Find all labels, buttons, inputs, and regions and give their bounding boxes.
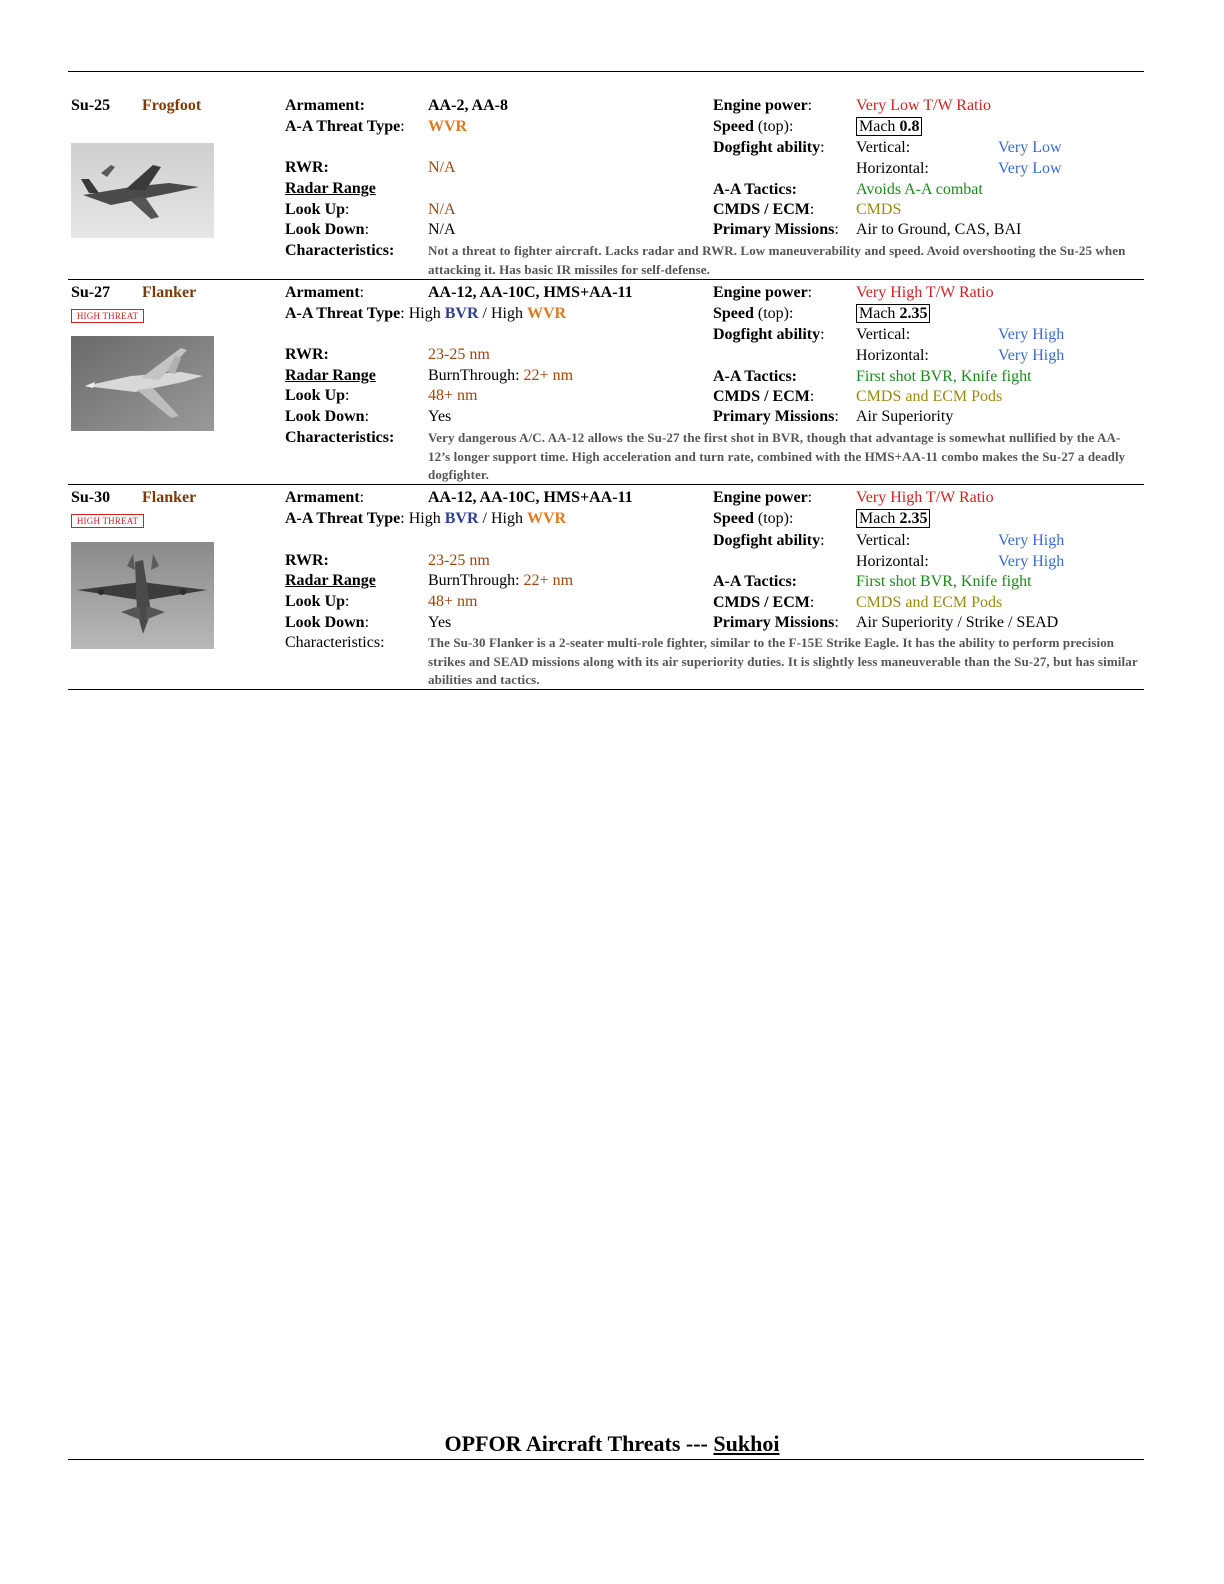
threat-bvr: BVR [444, 510, 479, 527]
footer-highlight: Sukhoi [713, 1431, 780, 1456]
speed-row [713, 117, 793, 137]
burnthrough-value: 22+ nm [523, 367, 574, 384]
missions-value: Air Superiority / Strike / SEAD [856, 614, 1059, 631]
threat-type-row: A-A Threat Type: [285, 118, 405, 135]
burnthrough-value: 22+ nm [523, 572, 574, 589]
vertical-label: Vertical: [856, 326, 911, 343]
horizontal-label: Horizontal: [856, 160, 929, 177]
aircraft-nickname: Flanker [142, 489, 197, 506]
tactics-label: A-A Tactics: [713, 181, 797, 198]
tactics-value: Avoids A-A combat [856, 181, 983, 198]
speed-label: Speed [713, 305, 754, 322]
aircraft-nickname: Frogfoot [142, 97, 202, 114]
rwr-label: RWR: [285, 159, 329, 176]
speed-prefix: Mach [859, 118, 900, 135]
rwr-label: RWR: [285, 346, 329, 363]
armament-label: Armament [285, 284, 360, 301]
threat-wvr: WVR [526, 305, 567, 322]
row-divider [68, 689, 1144, 690]
look-up-label: Look Up [285, 387, 346, 404]
rwr-label: RWR: [285, 552, 329, 569]
armament-value: AA-12, AA-10C, HMS+AA-11 [428, 489, 633, 506]
armament-row: Armament: [285, 284, 365, 301]
speed-label: Speed [713, 118, 754, 135]
cmds-row: CMDS / ECM: [713, 201, 815, 218]
tactics-label: A-A Tactics: [713, 573, 797, 590]
rwr-value: 23-25 nm [428, 552, 490, 569]
radar-range-value [428, 571, 573, 591]
armament-value: AA-12, AA-10C, HMS+AA-11 [428, 284, 633, 301]
cmds-value: CMDS [856, 201, 902, 218]
characteristics-label: Characteristics: [285, 634, 385, 651]
horizontal-value: Very High [998, 553, 1065, 570]
engine-power-label: Engine power [713, 97, 808, 114]
radar-range-label: Radar Range [285, 572, 376, 589]
missions-label: Primary Missions [713, 221, 835, 238]
speed-number: 2.35 [899, 510, 928, 527]
tactics-value: First shot BVR, Knife fight [856, 368, 1032, 385]
engine-power-value: Very High T/W Ratio [856, 489, 994, 506]
horizontal-label: Horizontal: [856, 347, 929, 364]
threat-wvr: WVR [526, 510, 567, 527]
engine-power-value: Very High T/W Ratio [856, 284, 994, 301]
vertical-value: Very High [998, 532, 1065, 549]
look-up-label: Look Up [285, 593, 346, 610]
threat-type-value: WVR [428, 118, 468, 135]
look-up-value: 48+ nm [428, 593, 478, 610]
look-down-row: Look Down: [285, 408, 370, 425]
engine-power-row: Engine power: [713, 284, 813, 301]
cmds-label: CMDS / ECM [713, 201, 810, 218]
speed-value [856, 304, 930, 324]
threat-high-2: / High [478, 510, 527, 527]
radar-range-value [428, 366, 573, 386]
characteristics-text: Not a threat to fighter aircraft. Lacks radar and RWR. Low maneuverability and speed. Avoid overshooting the Su-25 when attacking it. Has basic IR missiles for self-defense. [428, 243, 1126, 277]
radar-range-label: Radar Range [285, 180, 376, 197]
footer-title [0, 1430, 1224, 1458]
characteristics-label: Characteristics: [285, 429, 395, 446]
aircraft-id: Su-25 [71, 97, 111, 114]
high-threat-badge: HIGH THREAT [71, 514, 144, 528]
threat-high-2: / High [478, 305, 527, 322]
speed-number: 0.8 [899, 118, 920, 135]
look-down-value: Yes [428, 408, 452, 425]
look-up-value: 48+ nm [428, 387, 478, 404]
look-down-label: Look Down [285, 408, 365, 425]
armament-value: AA-2, AA-8 [428, 97, 508, 114]
cmds-value: CMDS and ECM Pods [856, 594, 1003, 611]
cmds-row: CMDS / ECM: [713, 594, 815, 611]
jet-photo-icon [71, 336, 214, 431]
look-down-value: N/A [428, 221, 456, 238]
speed-prefix: Mach [859, 305, 900, 322]
speed-sub: (top): [753, 510, 794, 527]
footer-rule [68, 1459, 1144, 1460]
speed-prefix: Mach [859, 510, 900, 527]
burnthrough-label: BurnThrough: [428, 367, 524, 384]
look-down-label: Look Down [285, 614, 365, 631]
dogfight-row: Dogfight ability: [713, 326, 825, 343]
speed-sub: (top): [753, 118, 794, 135]
cmds-row: CMDS / ECM: [713, 388, 815, 405]
look-down-row: Look Down: [285, 221, 370, 238]
armament-row: Armament: [285, 489, 365, 506]
look-down-label: Look Down [285, 221, 365, 238]
rwr-value: 23-25 nm [428, 346, 490, 363]
vertical-label: Vertical: [856, 532, 911, 549]
look-up-value: N/A [428, 201, 456, 218]
look-up-label: Look Up [285, 201, 346, 218]
missions-row: Primary Missions: [713, 408, 839, 425]
engine-power-row: Engine power: [713, 97, 813, 114]
missions-label: Primary Missions [713, 614, 835, 631]
rwr-value: N/A [428, 159, 456, 176]
horizontal-value: Very High [998, 347, 1065, 364]
dogfight-row: Dogfight ability: [713, 139, 825, 156]
missions-value: Air to Ground, CAS, BAI [856, 221, 1022, 238]
engine-power-label: Engine power [713, 284, 808, 301]
speed-number: 2.35 [899, 305, 928, 322]
horizontal-value: Very Low [998, 160, 1062, 177]
cmds-value: CMDS and ECM Pods [856, 388, 1003, 405]
threat-type-label: A-A Threat Type [285, 118, 401, 135]
threat-bvr: BVR [444, 305, 479, 322]
characteristics-label: Characteristics: [285, 242, 395, 259]
speed-value [856, 117, 922, 137]
armament-label: Armament: [285, 97, 365, 114]
speed-row [713, 509, 793, 529]
armament-label: Armament [285, 489, 360, 506]
vertical-label: Vertical: [856, 139, 911, 156]
cmds-label: CMDS / ECM [713, 594, 810, 611]
dogfight-row: Dogfight ability: [713, 532, 825, 549]
threat-type-row: A-A Threat Type: High BVR / High WVR [285, 510, 567, 527]
row-divider [68, 484, 1144, 485]
look-up-row: Look Up: [285, 387, 350, 404]
look-down-row: Look Down: [285, 614, 370, 631]
missions-row: Primary Missions: [713, 221, 839, 238]
aircraft-id: Su-27 [71, 284, 111, 301]
tactics-value: First shot BVR, Knife fight [856, 573, 1032, 590]
horizontal-label: Horizontal: [856, 553, 929, 570]
threat-type-row: A-A Threat Type: High BVR / High WVR [285, 305, 567, 322]
aircraft-id: Su-30 [71, 489, 111, 506]
cmds-label: CMDS / ECM [713, 388, 810, 405]
threat-type-label: A-A Threat Type [285, 510, 401, 527]
vertical-value: Very High [998, 326, 1065, 343]
dogfight-label: Dogfight ability [713, 532, 821, 549]
engine-power-row: Engine power: [713, 489, 813, 506]
tactics-label: A-A Tactics: [713, 368, 797, 385]
characteristics-text: The Su-30 Flanker is a 2-seater multi-role fighter, similar to the F-15E Strike Eagle. It has the ability to perform precision strikes and SEAD missions along with its air superiority duties. It is slightly less maneuverable than the Su-27, but has similar abilities and tactics. [428, 635, 1138, 687]
high-threat-badge: HIGH THREAT [71, 309, 144, 323]
dogfight-label: Dogfight ability [713, 139, 821, 156]
radar-range-label: Radar Range [285, 367, 376, 384]
speed-row [713, 304, 793, 324]
burnthrough-label: BurnThrough: [428, 572, 524, 589]
top-rule [68, 71, 1144, 72]
threat-type-label: A-A Threat Type [285, 305, 401, 322]
jet-photo-icon [71, 143, 214, 238]
look-up-row: Look Up: [285, 201, 350, 218]
jet-photo-icon [71, 542, 214, 649]
missions-row: Primary Missions: [713, 614, 839, 631]
engine-power-value: Very Low T/W Ratio [856, 97, 991, 114]
footer-prefix: OPFOR Aircraft Threats --- [444, 1431, 714, 1456]
aircraft-nickname: Flanker [142, 284, 197, 301]
vertical-value: Very Low [998, 139, 1062, 156]
missions-label: Primary Missions [713, 408, 835, 425]
threat-high-1: High [408, 510, 445, 527]
row-divider [68, 279, 1144, 280]
engine-power-label: Engine power [713, 489, 808, 506]
characteristics-text: Very dangerous A/C. AA-12 allows the Su-27 the first shot in BVR, though that advantage is somewhat nullified by the AA-12’s longer support time. High acceleration and turn rate, combined with the HMS+AA-11 combo makes the Su-27 a deadly dogfighter. [428, 430, 1126, 482]
speed-value [856, 509, 930, 529]
dogfight-label: Dogfight ability [713, 326, 821, 343]
look-down-value: Yes [428, 614, 452, 631]
speed-sub: (top): [753, 305, 794, 322]
look-up-row: Look Up: [285, 593, 350, 610]
threat-high-1: High [408, 305, 445, 322]
speed-label: Speed [713, 510, 754, 527]
missions-value: Air Superiority [856, 408, 954, 425]
